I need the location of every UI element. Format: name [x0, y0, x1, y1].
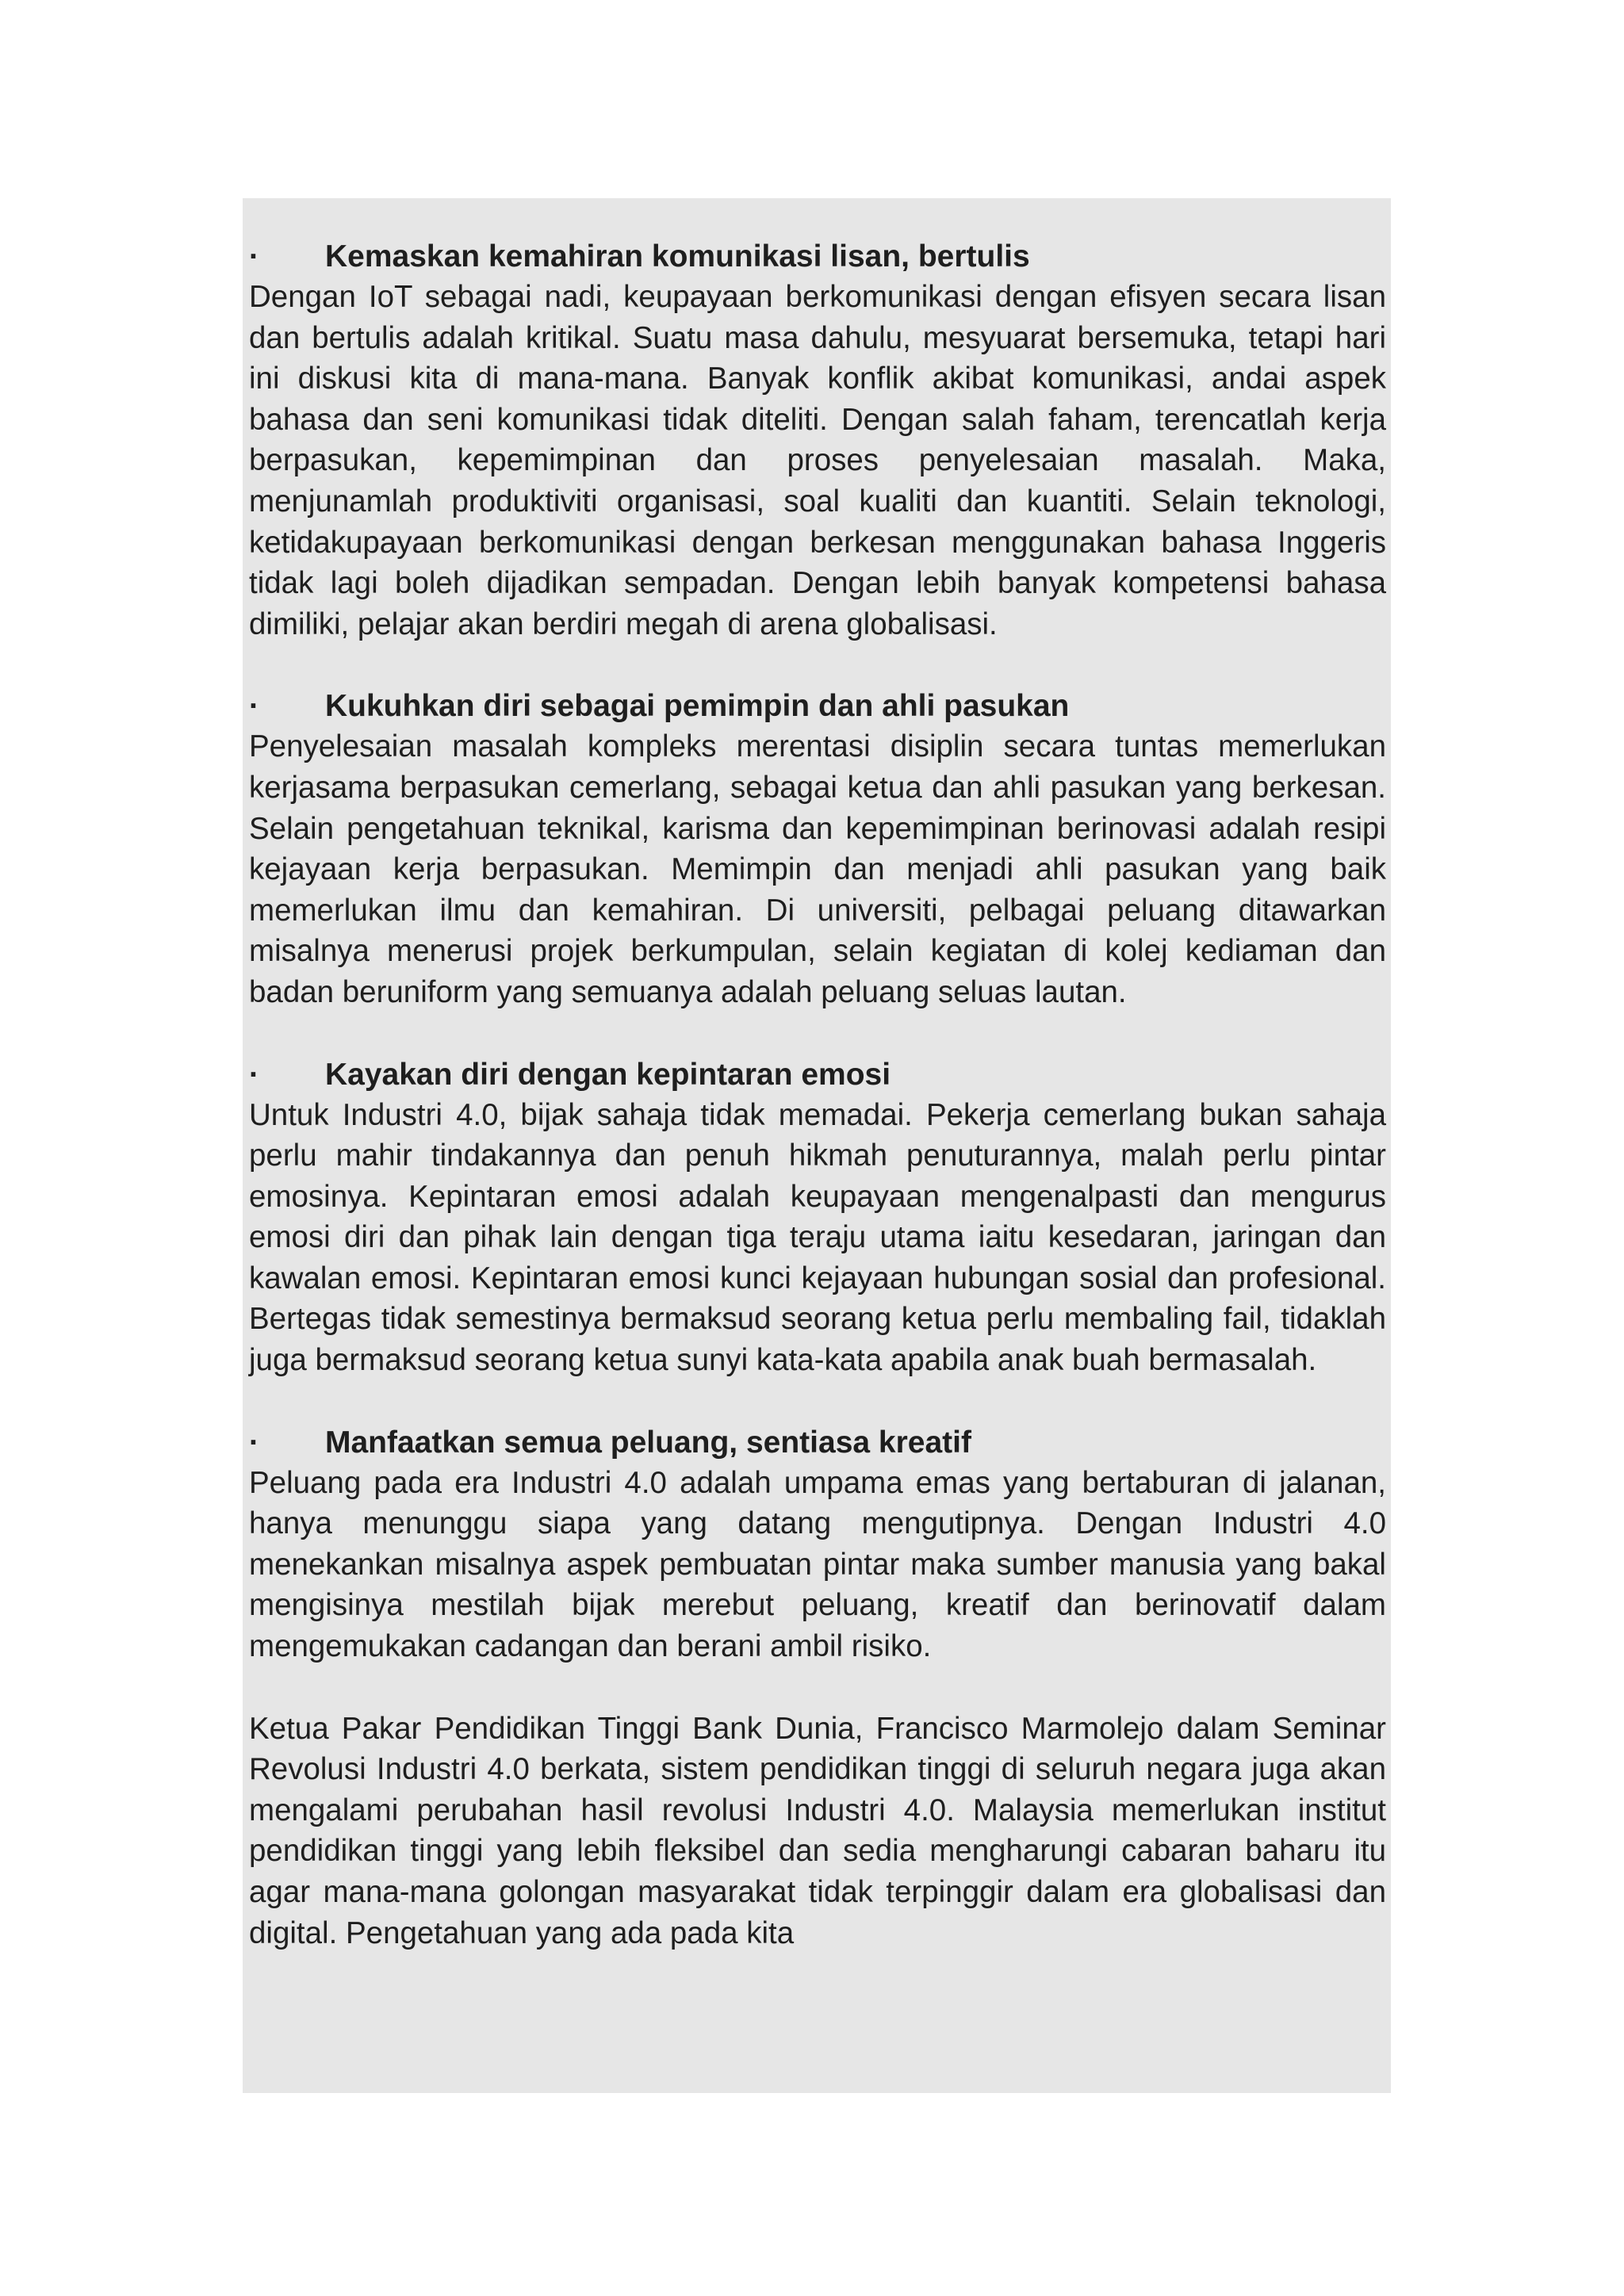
bullet-icon: ·: [249, 1057, 259, 1092]
paragraph-gap: [249, 645, 1386, 686]
paragraph-gap: [249, 1667, 1386, 1709]
bullet-icon: ·: [249, 689, 259, 724]
section-heading-text: Manfaatkan semua peluang, sentiasa kreatif: [325, 1425, 971, 1460]
section-paragraph: Dengan IoT sebagai nadi, keupayaan berkomunikasi dengan efisyen secara lisan dan bertulis adalah kritikal. Suatu masa dahulu, mesyuarat bersemuka, tetapi hari ini diskusi kita di mana-mana. Banyak konflik akibat komunikasi, andai aspek bahasa dan seni komunikasi tidak diteliti. Dengan salah faham, terencatlah kerja berpasukan, kepemimpinan dan proses penyelesaian masalah. Maka, menjunamlah produktiviti organisasi, soal kualiti dan kuantiti. Selain teknologi, ketidakupayaan berkomunikasi dengan berkesan menggunakan bahasa Inggeris tidak lagi boleh dijadikan sempadan. Dengan lebih banyak kompetensi bahasa dimiliki, pelajar akan berdiri megah di arena globalisasi.: [249, 280, 1386, 641]
bullet-icon: ·: [249, 239, 259, 274]
section-heading: [249, 686, 1386, 726]
section-heading-text: Kukuhkan diri sebagai pemimpin dan ahli pasukan: [325, 689, 1070, 724]
closing-paragraph: Ketua Pakar Pendidikan Tinggi Bank Dunia, Francisco Marmolejo dalam Seminar Revolusi Industri 4.0 berkata, sistem pendidikan tinggi di seluruh negara juga akan mengalami perubahan hasil revolusi Industri 4.0. Malaysia memerlukan institut pendidikan tinggi yang lebih fleksibel dan sedia mengharungi cabaran baharu itu agar mana-mana golongan masyarakat tidak terpinggir dalam era globalisasi dan digital. Pengetahuan yang ada pada kita: [249, 1711, 1386, 1950]
section-komunikasi: [249, 236, 1386, 645]
bullet-icon: ·: [249, 1425, 259, 1460]
section-paragraph: Peluang pada era Industri 4.0 adalah umpama emas yang bertaburan di jalanan, hanya menunggu siapa yang datang mengutipnya. Dengan Industri 4.0 menekankan misalnya aspek pembuatan pintar maka sumber manusia yang bakal mengisinya mestilah bijak merebut peluang, kreatif dan berinovatif dalam mengemukakan cadangan dan berani ambil risiko.: [249, 1465, 1386, 1664]
section-pemimpin: [249, 686, 1386, 1012]
section-emosi: [249, 1054, 1386, 1381]
paragraph-gap: [249, 1013, 1386, 1054]
section-paragraph: Untuk Industri 4.0, bijak sahaja tidak memadai. Pekerja cemerlang bukan sahaja perlu mahir tindakannya dan penuh hikmah penuturannya, malah perlu pintar emosinya. Kepintaran emosi adalah keupayaan mengenalpasti dan mengurus emosi diri dan pihak lain dengan tiga teraju utama iaitu kesedaran, jaringan dan kawalan emosi. Kepintaran emosi kunci kejayaan hubungan sosial dan profesional. Bertegas tidak semestinya bermaksud seorang ketua perlu membaling fail, tidaklah juga bermaksud seorang ketua sunyi kata-kata apabila anak buah bermasalah.: [249, 1097, 1386, 1378]
text-panel: [243, 198, 1391, 2093]
section-heading: [249, 236, 1386, 277]
article-content: [249, 236, 1386, 1954]
section-heading-text: Kayakan diri dengan kepintaran emosi: [325, 1057, 891, 1092]
section-heading-text: Kemaskan kemahiran komunikasi lisan, bertulis: [325, 239, 1030, 274]
section-peluang: [249, 1422, 1386, 1667]
section-heading: [249, 1422, 1386, 1463]
section-heading: [249, 1054, 1386, 1095]
paragraph-gap: [249, 1381, 1386, 1422]
section-paragraph: Penyelesaian masalah kompleks merentasi disiplin secara tuntas memerlukan kerjasama berpasukan cemerlang, sebagai ketua dan ahli pasukan yang berkesan. Selain pengetahuan teknikal, karisma dan kepemimpinan berinovasi adalah resipi kejayaan kerja berpasukan. Memimpin dan menjadi ahli pasukan yang baik memerlukan ilmu dan kemahiran. Di universiti, pelbagai peluang ditawarkan misalnya menerusi projek berkumpulan, selain kegiatan di kolej kediaman dan badan beruniform yang semuanya adalah peluang seluas lautan.: [249, 729, 1386, 1009]
